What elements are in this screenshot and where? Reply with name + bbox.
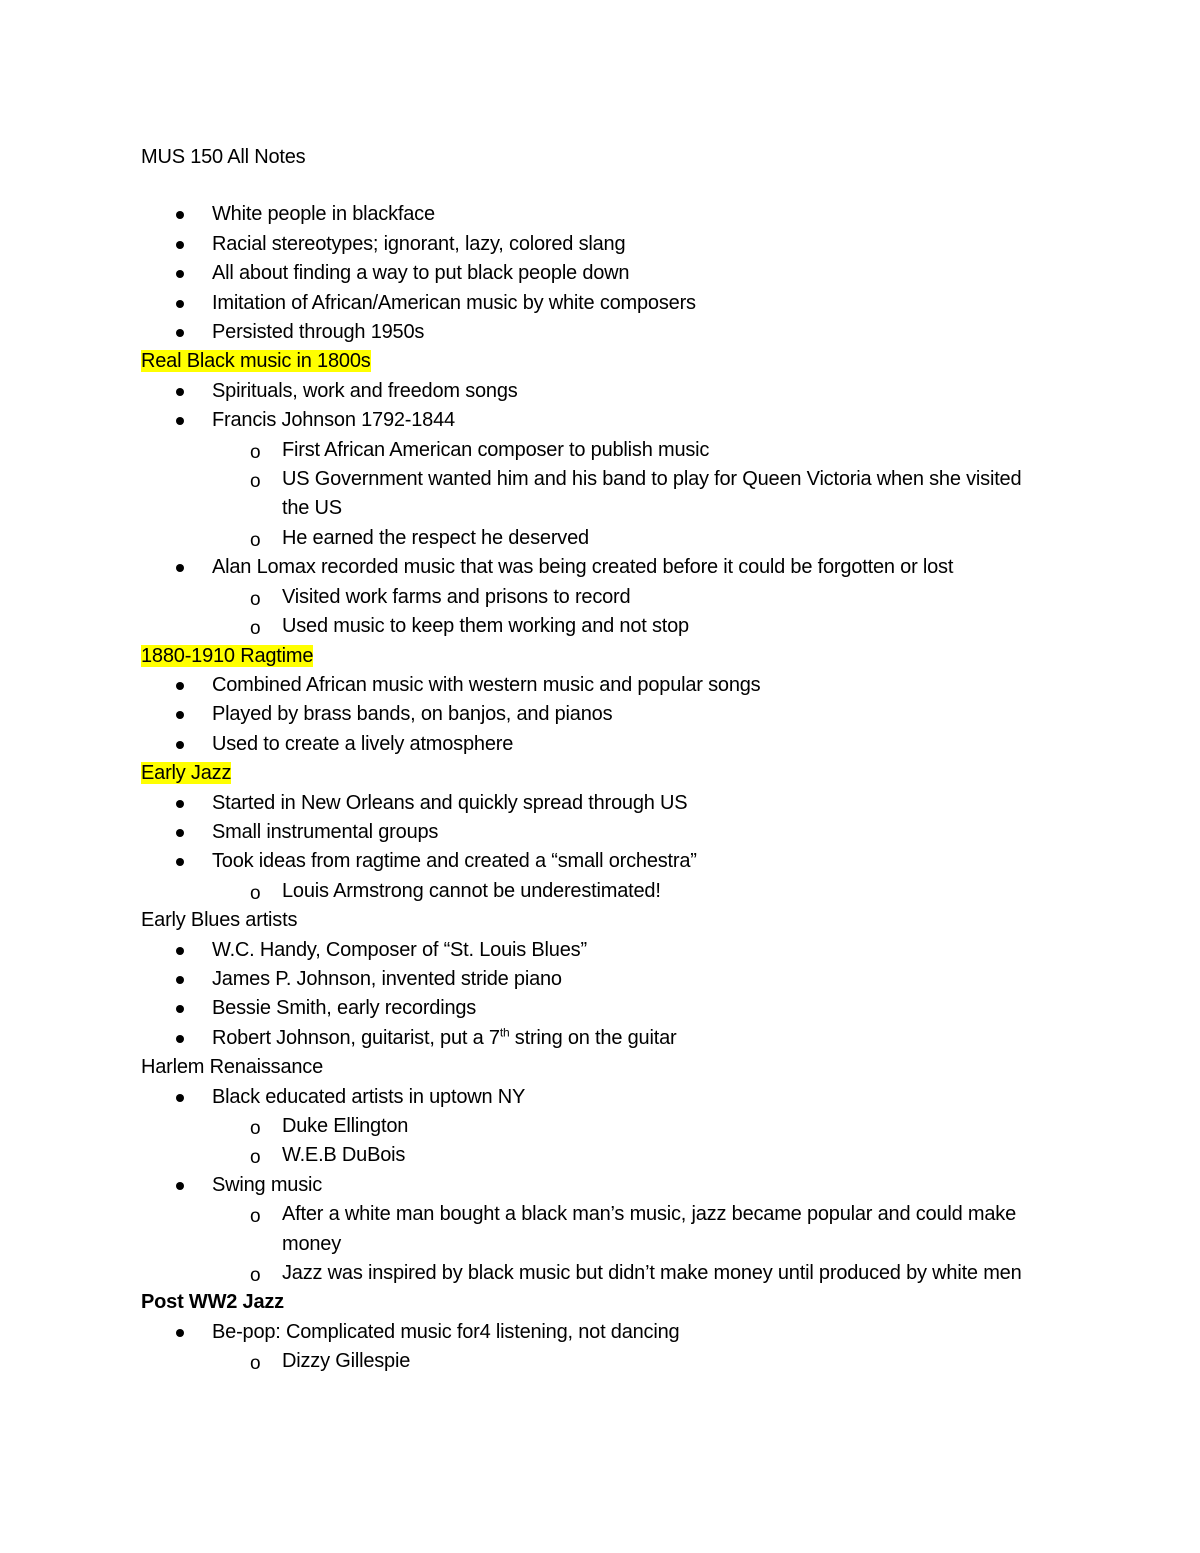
bullet-icon	[176, 829, 184, 837]
bullet-icon	[176, 1329, 184, 1337]
list-item: W.C. Handy, Composer of “St. Louis Blues”	[141, 936, 1061, 965]
list-item: Small instrumental groups	[141, 818, 1061, 847]
sub-list-item: o W.E.B DuBois	[141, 1141, 1061, 1170]
list-item: White people in blackface	[141, 200, 1061, 229]
sub-list-item: o After a white man bought a black man’s music, jazz became popular and could make money	[250, 1203, 1017, 1255]
section-heading-early-jazz: Early Jazz	[141, 762, 232, 785]
list-item: Francis Johnson 1792-1844	[141, 406, 1061, 435]
bullet-icon	[176, 417, 184, 425]
sub-bullet-icon: o	[250, 1265, 261, 1287]
bullet-icon	[176, 858, 184, 866]
bullet-icon	[176, 1035, 184, 1043]
bullet-icon	[176, 1182, 184, 1190]
bullet-icon	[176, 564, 184, 572]
bullet-icon	[176, 241, 184, 249]
bullet-icon	[176, 270, 184, 278]
bullet-icon	[176, 1005, 184, 1013]
sub-bullet-icon: o	[250, 529, 261, 551]
sub-bullet-icon: o	[250, 1147, 261, 1169]
sub-list-item: o Dizzy Gillespie	[141, 1347, 1061, 1376]
list-item: Robert Johnson, guitarist, put a 7th string on the guitar	[141, 1024, 1061, 1053]
bullet-icon	[176, 300, 184, 308]
bullet-icon	[176, 388, 184, 396]
list-item: Spirituals, work and freedom songs	[141, 377, 1061, 406]
list-item: Alan Lomax recorded music that was being created before it could be forgotten or lost	[141, 553, 1061, 582]
sub-list-item: o Jazz was inspired by black music but didn’t make money until produced by white men	[141, 1259, 1052, 1288]
sub-list-item: o US Government wanted him and his band to play for Queen Victoria when she visited the US	[250, 468, 1022, 520]
section-heading-real-black-music: Real Black music in 1800s	[141, 350, 371, 373]
sub-list-item: o He earned the respect he deserved	[141, 524, 1061, 553]
sub-list-item: o Louis Armstrong cannot be underestimated!	[141, 877, 1061, 906]
list-item: Started in New Orleans and quickly spread through US	[141, 789, 1061, 818]
list-item: Used to create a lively atmosphere	[141, 730, 1061, 759]
bullet-icon	[176, 682, 184, 690]
sub-bullet-icon: o	[250, 882, 261, 904]
list-item: Racial stereotypes; ignorant, lazy, colored slang	[141, 230, 1061, 259]
sub-bullet-icon: o	[250, 1206, 261, 1228]
section-heading-post-ww2-jazz: Post WW2 Jazz	[141, 1291, 284, 1314]
list-item: Imitation of African/American music by white composers	[141, 289, 1061, 318]
bullet-icon	[176, 800, 184, 808]
section-heading-harlem-renaissance: Harlem Renaissance	[141, 1056, 324, 1079]
bullet-icon	[176, 711, 184, 719]
list-item: James P. Johnson, invented stride piano	[141, 965, 1061, 994]
list-item: Swing music	[141, 1171, 1061, 1200]
list-item: Combined African music with western music and popular songs	[141, 671, 1061, 700]
list-item: Took ideas from ragtime and created a “small orchestra”	[141, 847, 1061, 876]
sub-bullet-icon: o	[250, 588, 261, 610]
sub-list-item: o Used music to keep them working and not stop	[141, 612, 1061, 641]
bullet-icon	[176, 741, 184, 749]
notes-body	[141, 143, 1061, 1377]
bullet-icon	[176, 947, 184, 955]
sub-bullet-icon: o	[250, 618, 261, 640]
list-item: All about finding a way to put black people down	[141, 259, 1061, 288]
bullet-icon	[176, 211, 184, 219]
sub-bullet-icon: o	[250, 1118, 261, 1139]
list-item: Bessie Smith, early recordings	[141, 994, 1061, 1023]
sub-bullet-icon: o	[250, 1353, 261, 1375]
sub-bullet-icon: o	[250, 441, 261, 463]
list-item: Black educated artists in uptown NY	[141, 1083, 1061, 1112]
section-heading-ragtime: 1880-1910 Ragtime	[141, 644, 314, 667]
sub-list-item: o Visited work farms and prisons to record	[141, 583, 1061, 612]
bullet-icon	[176, 976, 184, 984]
sub-list-item: o First African American composer to publish music	[141, 436, 1061, 465]
bullet-icon	[176, 329, 184, 337]
section-heading-early-blues: Early Blues artists	[141, 909, 298, 932]
sub-list-item: o Duke Ellington	[141, 1112, 1061, 1141]
sub-bullet-icon: o	[250, 471, 261, 493]
bullet-icon	[176, 1094, 184, 1102]
page-title: MUS 150 All Notes	[141, 146, 306, 168]
list-item: Played by brass bands, on banjos, and pianos	[141, 700, 1061, 729]
list-item: Be-pop: Complicated music for4 listening, not dancing	[141, 1318, 1061, 1347]
list-item: Persisted through 1950s	[141, 318, 1061, 347]
